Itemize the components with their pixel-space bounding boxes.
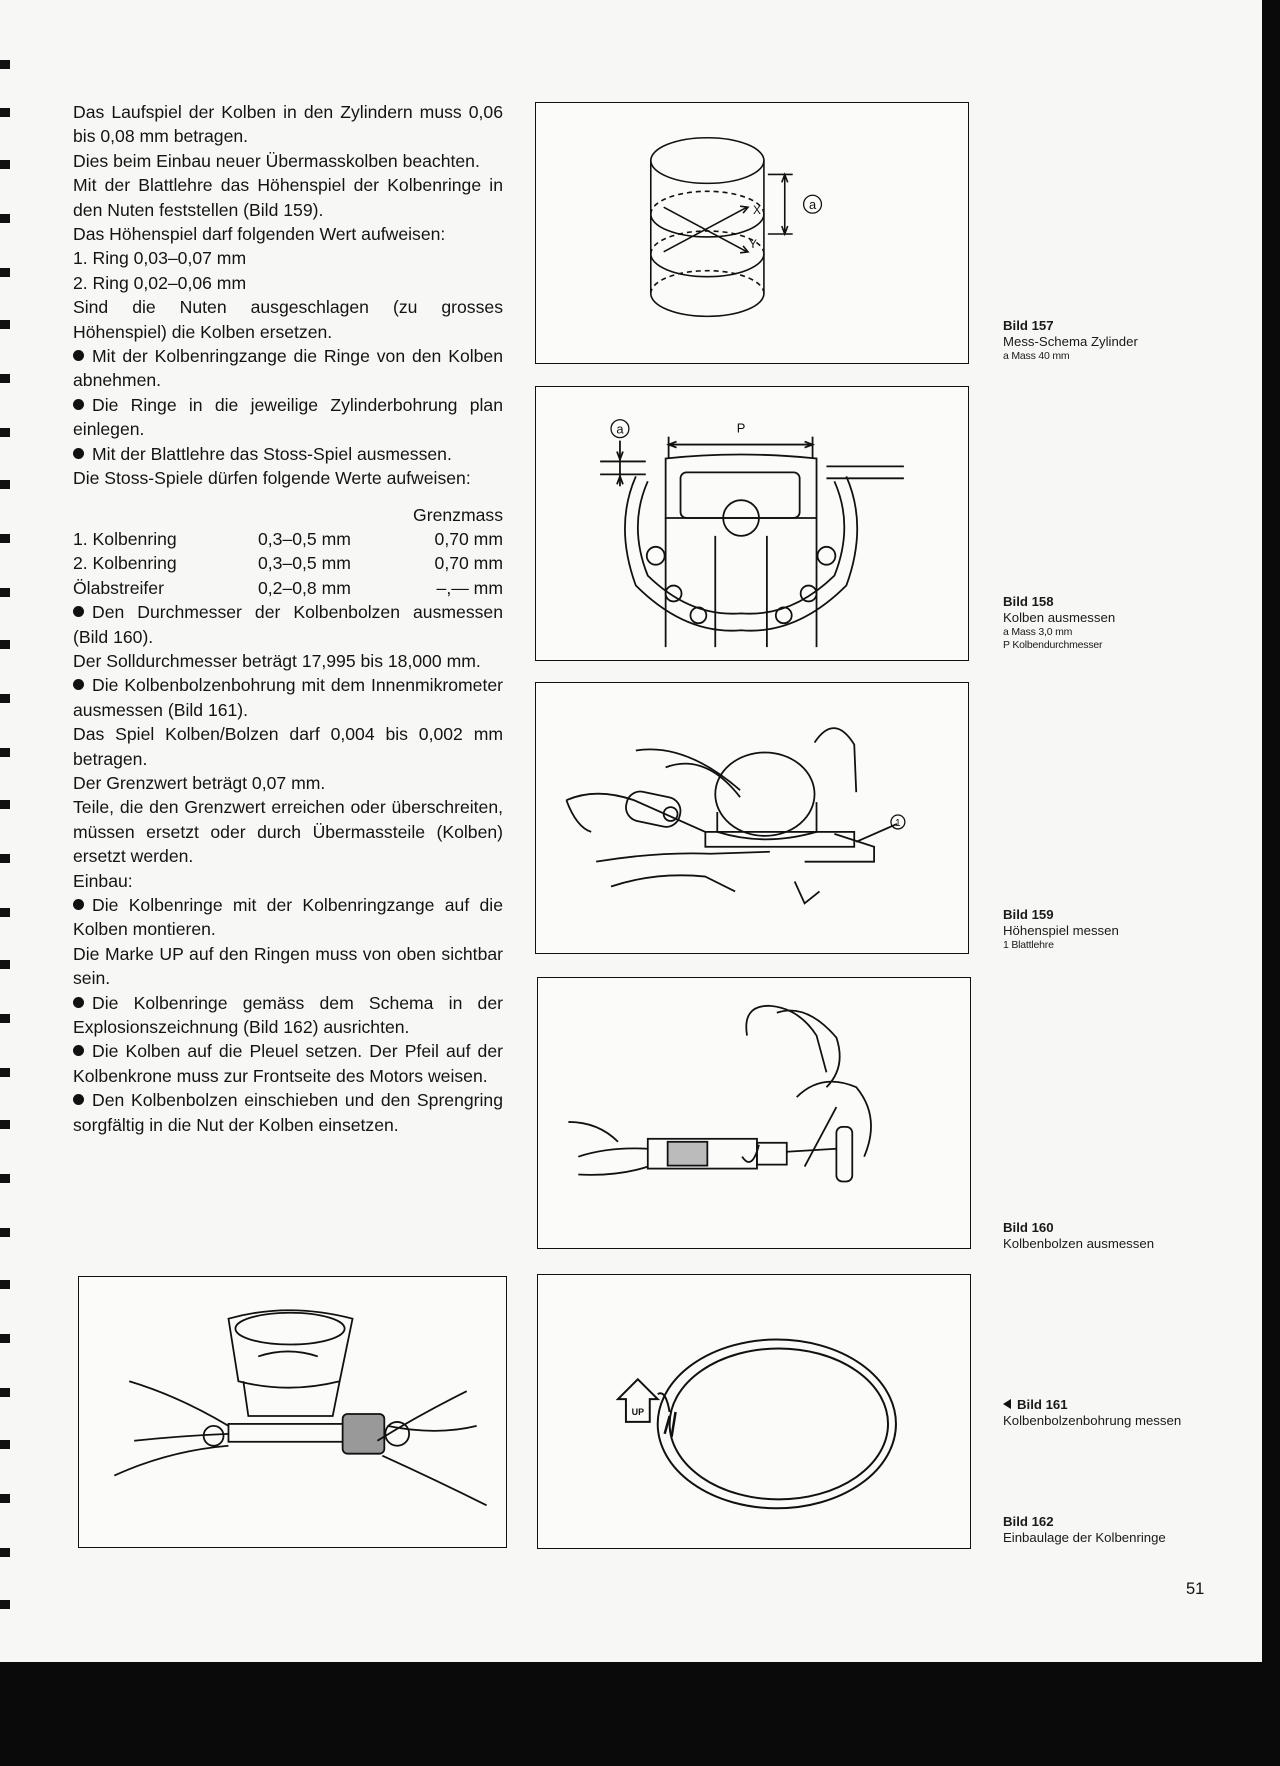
table-header: Grenzmass	[413, 504, 503, 525]
paragraph: 1. Ring 0,03–0,07 mm	[73, 248, 247, 269]
bullet-item: Die Kolben auf die Pleuel setzen. Der Pfeil auf der Kolbenkrone muss zur Frontseite des Motors weisen.	[73, 1041, 503, 1086]
caption-159: Bild 159 Höhenspiel messen 1 Blattlehre	[1003, 907, 1119, 951]
caption-157: Bild 157 Mess-Schema Zylinder a Mass 40 mm	[1003, 318, 1138, 362]
paragraph: Das Höhenspiel darf folgenden Wert aufweisen:	[73, 224, 446, 245]
caption-158: Bild 158 Kolben ausmessen a Mass 3,0 mm P Kolbendurchmesser	[1003, 594, 1116, 651]
fig162-up-mark: UP	[631, 1406, 645, 1417]
fig157-label-y: Y	[749, 236, 757, 251]
bullet-item: Die Kolbenringe gemäss dem Schema in der Explosionszeichnung (Bild 162) ausrichten.	[73, 992, 503, 1038]
bullet-icon	[73, 1045, 84, 1056]
table-row: 1. Kolbenring 0,3–0,5 mm 0,70 mm	[73, 528, 503, 549]
bullet-icon	[73, 997, 84, 1008]
figure-158-piston-measure	[535, 386, 969, 661]
page-number: 51	[1186, 1580, 1205, 1598]
figure-159-feeler-gauge	[535, 682, 969, 954]
paragraph: Die Stoss-Spiele dürfen folgende Werte aufweisen:	[73, 468, 471, 489]
caption-162: Bild 162 Einbaulage der Kolbenringe	[1003, 1514, 1166, 1545]
figure-160-pin-micrometer	[537, 977, 971, 1249]
bullet-icon	[73, 606, 84, 617]
paragraph: Die Marke UP auf den Ringen muss von oben sichtbar sein.	[73, 943, 503, 989]
bullet-icon	[73, 399, 84, 410]
bullet-item: Mit der Kolbenringzange die Ringe von den Kolben abnehmen.	[73, 346, 503, 391]
fig157-label-a: a	[808, 197, 817, 213]
bullet-icon	[73, 448, 84, 459]
caption-161: Bild 161 Kolbenbolzenbohrung messen	[1003, 1397, 1182, 1428]
binding-holes	[0, 0, 26, 1662]
paragraph: Das Laufspiel der Kolben in den Zylindern muss 0,06 bis 0,08 mm betragen.	[73, 102, 503, 147]
table-row: 2. Kolbenring 0,3–0,5 mm 0,70 mm	[73, 553, 503, 574]
figure-161-inner-micrometer	[78, 1276, 507, 1548]
paragraph: Dies beim Einbau neuer Übermasskolben beachten.	[73, 150, 480, 171]
bullet-item: Den Kolbenbolzen einschieben und den Sprengring sorgfältig in die Nut der Kolben einsetzen.	[73, 1090, 503, 1135]
paragraph: Der Grenzwert beträgt 0,07 mm.	[73, 772, 326, 793]
paragraph: 2. Ring 0,02–0,06 mm	[73, 272, 247, 293]
paragraph: Mit der Blattlehre das Höhenspiel der Kolbenringe in den Nuten feststellen (Bild 159).	[73, 175, 503, 220]
paragraph: Sind die Nuten ausgeschlagen (zu grosses Höhenspiel) die Kolben ersetzen.	[73, 297, 503, 342]
table-row: Ölabstreifer 0,2–0,8 mm –,— mm	[73, 577, 503, 598]
bullet-icon	[73, 679, 84, 690]
arrow-left-icon	[1003, 1399, 1011, 1409]
bullet-item: Die Kolbenringe mit der Kolbenringzange auf die Kolben montieren.	[73, 895, 503, 940]
bullet-item: Die Ringe in die jeweilige Zylinderbohrung plan einlegen.	[73, 394, 503, 440]
bullet-icon	[73, 1094, 84, 1105]
figure-162-ring-up-mark	[537, 1274, 971, 1549]
bullet-item: Die Kolbenbolzenbohrung mit dem Innenmikrometer ausmessen (Bild 161).	[73, 675, 503, 720]
bullet-icon	[73, 350, 84, 361]
fig158-label-p: P	[736, 420, 746, 436]
bullet-icon	[73, 899, 84, 910]
paragraph: Der Solldurchmesser beträgt 17,995 bis 18,000 mm.	[73, 650, 481, 671]
bullet-item: Den Durchmesser der Kolbenbolzen ausmessen (Bild 160).	[73, 602, 503, 647]
paragraph: Einbau:	[73, 870, 133, 891]
body-text	[73, 100, 503, 1137]
figure-157-cylinder-scheme	[535, 102, 969, 364]
paragraph: Teile, die den Grenzwert erreichen oder überschreiten, müssen ersetzt oder durch Übermassteile (Kolben) ersetzt werden.	[73, 797, 503, 867]
paragraph: Das Spiel Kolben/Bolzen darf 0,004 bis 0,002 mm betragen.	[73, 724, 503, 769]
caption-160: Bild 160 Kolbenbolzen ausmessen	[1003, 1220, 1155, 1251]
fig159-label-1: 1	[895, 817, 901, 829]
fig157-label-x: X	[752, 203, 761, 218]
bullet-item: Mit der Blattlehre das Stoss-Spiel ausmessen.	[73, 442, 503, 466]
fig158-label-a: a	[616, 421, 624, 437]
